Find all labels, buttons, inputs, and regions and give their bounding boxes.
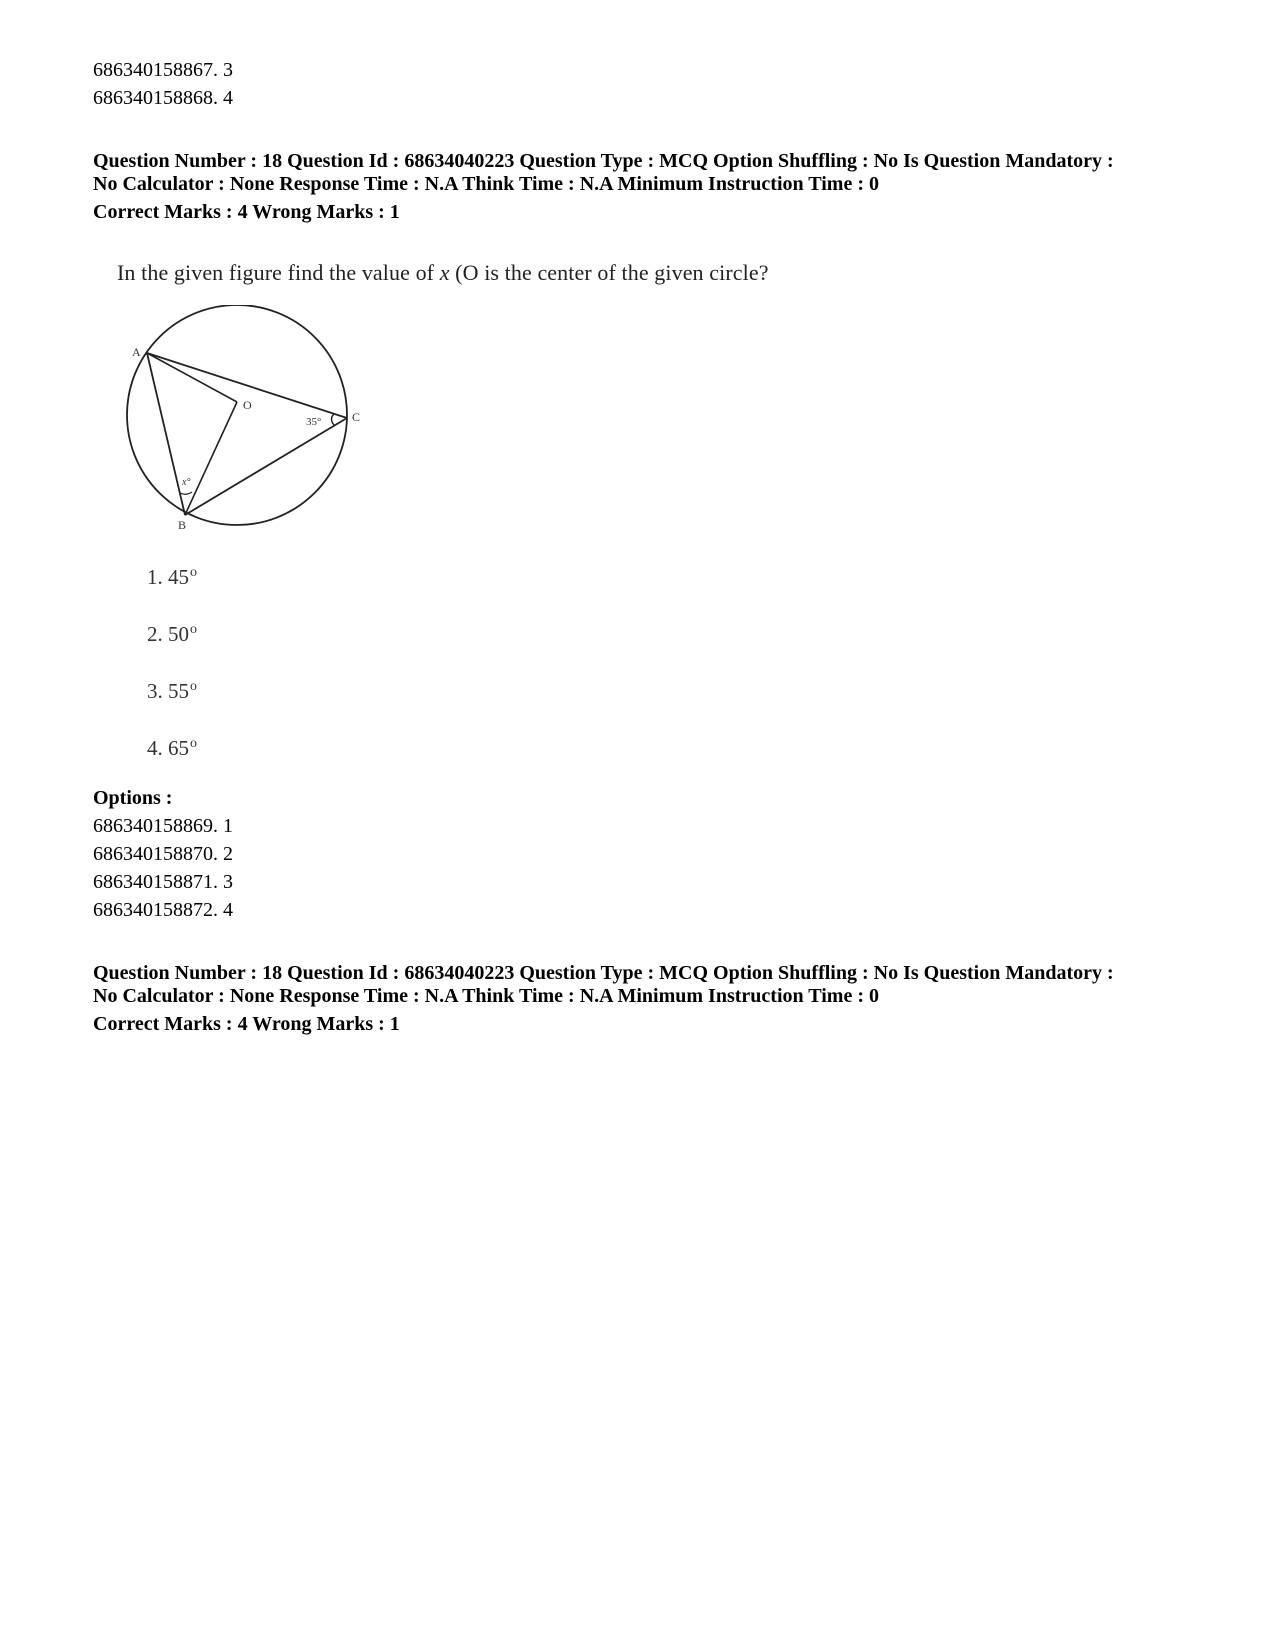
question-header-line2: No Calculator : None Response Time : N.A Think Time : N.A Minimum Instruction Time : 0: [93, 985, 879, 1007]
label-a: A: [132, 345, 141, 359]
question-header-line1: Question Number : 18 Question Id : 68634040223 Question Type : MCQ Option Shuffling : No Is Question Mandatory :: [93, 962, 1114, 984]
question-text: [117, 260, 769, 286]
angle-arc-c: [332, 414, 335, 425]
radius-ob: [185, 402, 237, 515]
angle-b-label: x°: [182, 477, 191, 488]
option-id-2: 686340158870. 2: [93, 843, 233, 865]
choice-4-text: 4. 65: [147, 736, 189, 760]
degree-symbol: o: [190, 622, 197, 637]
question-marks-line: Correct Marks : 4 Wrong Marks : 1: [93, 201, 400, 223]
option-id-1: 686340158869. 1: [93, 815, 233, 837]
circle-geometry-figure: [120, 305, 390, 555]
question-header-line2: No Calculator : None Response Time : N.A Think Time : N.A Minimum Instruction Time : 0: [93, 173, 879, 195]
choice-2: [147, 622, 197, 647]
question-text-before: In the given figure find the value of: [117, 260, 440, 285]
choice-3: [147, 679, 197, 704]
choice-3-text: 3. 55: [147, 679, 189, 703]
prev-option-3: 686340158867. 3: [93, 59, 233, 81]
angle-c-label: 35°: [306, 416, 322, 428]
label-c: C: [352, 410, 361, 424]
question-text-after: (O is the center of the given circle?: [449, 260, 769, 285]
angle-arc-b: [180, 492, 192, 494]
choice-1: [147, 565, 197, 590]
degree-symbol: o: [190, 565, 197, 580]
question-header-line1: Question Number : 18 Question Id : 68634040223 Question Type : MCQ Option Shuffling : No Is Question Mandatory :: [93, 150, 1114, 172]
chord-bc: [185, 418, 347, 515]
choice-4: [147, 736, 197, 761]
option-id-4: 686340158872. 4: [93, 899, 233, 921]
degree-symbol: o: [190, 679, 197, 694]
question-marks-line: Correct Marks : 4 Wrong Marks : 1: [93, 1013, 400, 1035]
label-o: O: [243, 398, 252, 412]
options-heading: Options :: [93, 787, 173, 809]
degree-symbol: o: [190, 736, 197, 751]
circle-outline: [127, 305, 347, 525]
label-b: B: [178, 518, 187, 532]
question-variable: x: [439, 260, 450, 285]
choice-1-text: 1. 45: [147, 565, 189, 589]
option-id-3: 686340158871. 3: [93, 871, 233, 893]
chord-ab: [147, 353, 185, 515]
choice-2-text: 2. 50: [147, 622, 189, 646]
prev-option-4: 686340158868. 4: [93, 87, 233, 109]
